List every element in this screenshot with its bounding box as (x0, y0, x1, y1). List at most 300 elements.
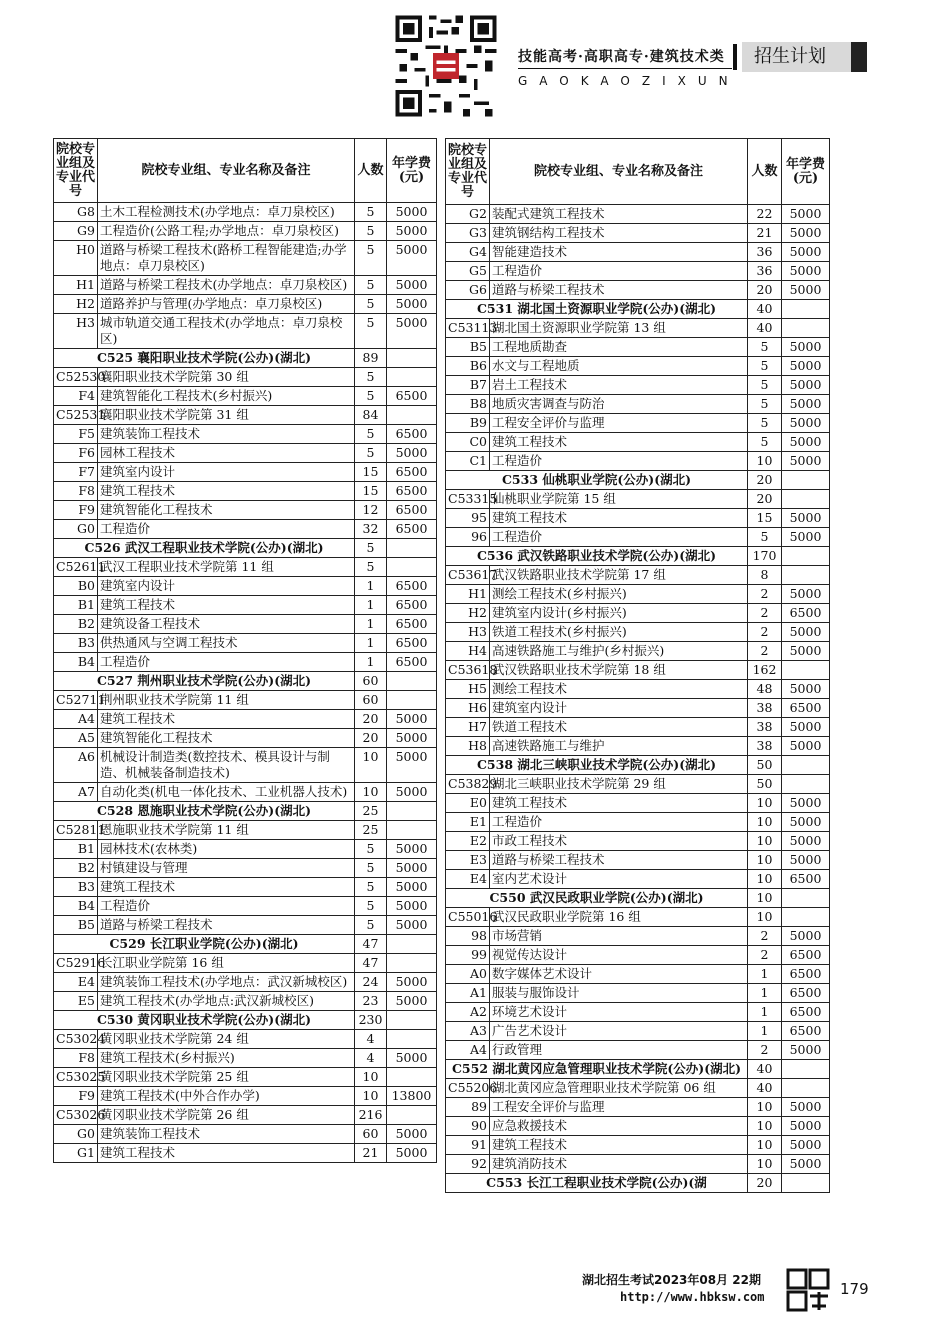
enrollment-count: 5 (355, 222, 387, 241)
major-name: 市场营销 (490, 927, 748, 946)
major-row (54, 710, 437, 729)
major-code: F8 (54, 1049, 98, 1068)
annual-fee: 5000 (782, 224, 830, 243)
enrollment-count: 5 (748, 338, 782, 357)
enrollment-count: 5 (355, 276, 387, 295)
major-name: 道路与桥梁工程技术 (98, 916, 355, 935)
major-code: H3 (54, 314, 98, 349)
major-name: 行政管理 (490, 1041, 748, 1060)
annual-fee (387, 406, 437, 425)
major-row (446, 984, 830, 1003)
school-row (446, 1060, 830, 1079)
enrollment-count: 10 (355, 1087, 387, 1106)
major-name: 建筑室内设计(乡村振兴) (490, 604, 748, 623)
header-fee: 年学费(元) (387, 139, 437, 203)
major-code: A7 (54, 783, 98, 802)
major-name: 建筑智能化工程技术 (98, 729, 355, 748)
major-name: 铁道工程技术(乡村振兴) (490, 623, 748, 642)
major-code: G8 (54, 203, 98, 222)
enrollment-count: 12 (355, 501, 387, 520)
enrollment-count: 20 (748, 1174, 782, 1193)
annual-fee: 5000 (782, 357, 830, 376)
enrollment-count: 84 (355, 406, 387, 425)
enrollment-count: 170 (748, 547, 782, 566)
annual-fee: 5000 (387, 276, 437, 295)
group-row (54, 954, 437, 973)
major-code: F9 (54, 1087, 98, 1106)
annual-fee: 6500 (782, 984, 830, 1003)
major-name: 村镇建设与管理 (98, 859, 355, 878)
enrollment-count: 5 (748, 414, 782, 433)
major-code: 98 (446, 927, 490, 946)
major-code: C0 (446, 433, 490, 452)
annual-fee: 5000 (387, 916, 437, 935)
enrollment-count: 20 (748, 471, 782, 490)
major-name: 地质灾害调查与防治 (490, 395, 748, 414)
enrollment-count: 36 (748, 262, 782, 281)
major-row (54, 1087, 437, 1106)
major-name: 建筑消防技术 (490, 1155, 748, 1174)
major-name: 道路养护与管理(办学地点：卓刀泉校区) (98, 295, 355, 314)
group-row (54, 406, 437, 425)
major-name: 广告艺术设计 (490, 1022, 748, 1041)
annual-fee: 5000 (387, 1049, 437, 1068)
enrollment-count: 10 (355, 1068, 387, 1087)
major-name: 建筑室内设计 (98, 463, 355, 482)
school-name: C533 仙桃职业学院(公办)(湖北) (446, 471, 748, 490)
major-code: B4 (54, 897, 98, 916)
major-row (446, 262, 830, 281)
major-row (446, 623, 830, 642)
major-name: 机械设计制造类(数控技术、模具设计与制造、机械装备制造技术) (98, 748, 355, 783)
major-name: 环境艺术设计 (490, 1003, 748, 1022)
annual-fee: 5000 (387, 444, 437, 463)
annual-fee: 5000 (387, 878, 437, 897)
major-name: 道路与桥梁工程技术 (490, 281, 748, 300)
major-row (54, 463, 437, 482)
group-name: 恩施职业技术学院第 11 组 (98, 821, 355, 840)
major-code: H8 (446, 737, 490, 756)
enrollment-count: 32 (355, 520, 387, 539)
major-name: 装配式建筑工程技术 (490, 205, 748, 224)
major-row (446, 946, 830, 965)
major-name: 工程造价 (98, 653, 355, 672)
annual-fee: 5000 (782, 205, 830, 224)
major-code: H1 (54, 276, 98, 295)
major-name: 建筑设备工程技术 (98, 615, 355, 634)
school-row (446, 889, 830, 908)
major-code: A4 (54, 710, 98, 729)
group-code: C53025 (54, 1068, 98, 1087)
school-row (54, 802, 437, 821)
enrollment-count: 5 (355, 387, 387, 406)
school-name: C550 武汉民政职业学院(公办)(湖北) (446, 889, 748, 908)
group-name: 荆州职业技术学院第 11 组 (98, 691, 355, 710)
major-row (54, 916, 437, 935)
major-row (446, 1098, 830, 1117)
annual-fee (387, 1030, 437, 1049)
enrollment-count: 10 (748, 452, 782, 471)
major-code: G2 (446, 205, 490, 224)
major-row (446, 585, 830, 604)
major-code: 89 (446, 1098, 490, 1117)
group-code: C53618 (446, 661, 490, 680)
school-name: C536 武汉铁路职业技术学院(公办)(湖北) (446, 547, 748, 566)
major-code: F6 (54, 444, 98, 463)
enrollment-count: 5 (355, 203, 387, 222)
major-name: 建筑装饰工程技术 (98, 425, 355, 444)
annual-fee: 6500 (387, 653, 437, 672)
school-row (446, 547, 830, 566)
major-code: A5 (54, 729, 98, 748)
group-name: 襄阳职业技术学院第 30 组 (98, 368, 355, 387)
major-name: 应急救援技术 (490, 1117, 748, 1136)
major-name: 建筑钢结构工程技术 (490, 224, 748, 243)
major-name: 工程造价 (98, 897, 355, 916)
major-row (54, 615, 437, 634)
enrollment-count: 50 (748, 756, 782, 775)
major-row (446, 604, 830, 623)
group-row (446, 775, 830, 794)
major-row (446, 1041, 830, 1060)
enrollment-count: 162 (748, 661, 782, 680)
group-code: C53617 (446, 566, 490, 585)
major-name: 数字媒体艺术设计 (490, 965, 748, 984)
annual-fee: 5000 (782, 737, 830, 756)
major-code: C1 (446, 452, 490, 471)
group-row (446, 319, 830, 338)
group-name: 湖北黄冈应急管理职业技术学院第 06 组 (490, 1079, 748, 1098)
annual-fee: 6500 (782, 604, 830, 623)
major-row (446, 243, 830, 262)
enrollment-count: 20 (748, 490, 782, 509)
major-code: 95 (446, 509, 490, 528)
major-name: 建筑室内设计 (490, 699, 748, 718)
major-code: H2 (446, 604, 490, 623)
major-code: A0 (446, 965, 490, 984)
major-name: 道路与桥梁工程技术(办学地点：卓刀泉校区) (98, 276, 355, 295)
annual-fee: 5000 (782, 281, 830, 300)
group-name: 武汉铁路职业技术学院第 18 组 (490, 661, 748, 680)
annual-fee (782, 661, 830, 680)
group-name: 武汉民政职业学院第 16 组 (490, 908, 748, 927)
group-name: 黄冈职业技术学院第 26 组 (98, 1106, 355, 1125)
major-code: F9 (54, 501, 98, 520)
annual-fee (387, 821, 437, 840)
enrollment-count: 5 (748, 357, 782, 376)
group-code: C52711 (54, 691, 98, 710)
school-name: C538 湖北三峡职业技术学院(公办)(湖北) (446, 756, 748, 775)
enrollment-count: 1 (355, 596, 387, 615)
annual-fee (387, 935, 437, 954)
enrollment-count: 10 (748, 908, 782, 927)
annual-fee: 6500 (387, 615, 437, 634)
annual-fee: 5000 (782, 927, 830, 946)
annual-fee: 6500 (387, 634, 437, 653)
school-row (54, 349, 437, 368)
major-name: 建筑工程技术 (490, 509, 748, 528)
annual-fee: 5000 (782, 642, 830, 661)
enrollment-count: 216 (355, 1106, 387, 1125)
major-row (54, 314, 437, 349)
major-name: 建筑工程技术 (98, 710, 355, 729)
group-row (54, 1068, 437, 1087)
annual-fee: 6500 (387, 387, 437, 406)
enrollment-count: 10 (748, 870, 782, 889)
major-row (446, 1022, 830, 1041)
major-name: 智能建造技术 (490, 243, 748, 262)
major-code: B2 (54, 615, 98, 634)
major-code: E3 (446, 851, 490, 870)
enrollment-count: 2 (748, 585, 782, 604)
major-name: 工程造价 (490, 452, 748, 471)
major-code: G1 (54, 1144, 98, 1163)
enrollment-count: 60 (355, 1125, 387, 1144)
major-row (446, 813, 830, 832)
major-row (54, 653, 437, 672)
annual-fee: 6500 (782, 1022, 830, 1041)
enrollment-count: 5 (355, 295, 387, 314)
enrollment-count: 5 (748, 433, 782, 452)
enrollment-count: 10 (748, 813, 782, 832)
major-code: B1 (54, 840, 98, 859)
group-name: 湖北国土资源职业学院第 13 组 (490, 319, 748, 338)
annual-fee: 13800 (387, 1087, 437, 1106)
major-row (54, 501, 437, 520)
major-row (446, 1117, 830, 1136)
annual-fee (782, 471, 830, 490)
major-code: B5 (446, 338, 490, 357)
enrollment-count: 230 (355, 1011, 387, 1030)
major-name: 建筑装饰工程技术 (98, 1125, 355, 1144)
enrollment-count: 5 (355, 368, 387, 387)
school-name: C530 黄冈职业技术学院(公办)(湖北) (54, 1011, 355, 1030)
enrollment-count: 21 (355, 1144, 387, 1163)
enrollment-count: 5 (748, 395, 782, 414)
major-row (446, 357, 830, 376)
major-row (446, 528, 830, 547)
enrollment-count: 5 (355, 539, 387, 558)
major-code: A3 (446, 1022, 490, 1041)
enrollment-count: 25 (355, 802, 387, 821)
group-row (446, 566, 830, 585)
major-row (446, 794, 830, 813)
annual-fee: 5000 (387, 897, 437, 916)
annual-fee: 5000 (782, 832, 830, 851)
enrollment-count: 5 (355, 840, 387, 859)
major-row (446, 376, 830, 395)
major-row (446, 642, 830, 661)
annual-fee: 5000 (782, 509, 830, 528)
annual-fee: 5000 (387, 840, 437, 859)
major-name: 工程造价 (490, 813, 748, 832)
annual-fee (782, 775, 830, 794)
major-code: A2 (446, 1003, 490, 1022)
annual-fee: 5000 (387, 295, 437, 314)
major-row (446, 205, 830, 224)
annual-fee: 6500 (387, 463, 437, 482)
school-row (446, 756, 830, 775)
enrollment-count: 2 (748, 927, 782, 946)
group-row (54, 1106, 437, 1125)
enrollment-count: 1 (748, 1022, 782, 1041)
enrollment-count: 40 (748, 319, 782, 338)
major-name: 工程造价 (98, 520, 355, 539)
major-code: G6 (446, 281, 490, 300)
major-row (446, 699, 830, 718)
enrollment-count: 24 (355, 973, 387, 992)
major-row (54, 878, 437, 897)
annual-fee: 5000 (782, 376, 830, 395)
major-row (54, 577, 437, 596)
annual-fee: 5000 (782, 680, 830, 699)
school-name: C529 长江职业学院(公办)(湖北) (54, 935, 355, 954)
enrollment-count: 21 (748, 224, 782, 243)
enrollment-count: 5 (355, 241, 387, 276)
header-count: 人数 (355, 139, 387, 203)
enrollment-count: 38 (748, 737, 782, 756)
major-row (446, 851, 830, 870)
group-code: C52611 (54, 558, 98, 577)
major-code: E0 (446, 794, 490, 813)
major-name: 高速铁路施工与维护 (490, 737, 748, 756)
group-row (54, 691, 437, 710)
annual-fee (387, 691, 437, 710)
major-row (54, 1049, 437, 1068)
annual-fee (782, 547, 830, 566)
major-row (54, 276, 437, 295)
major-code: H2 (54, 295, 98, 314)
major-code: 90 (446, 1117, 490, 1136)
major-code: A4 (446, 1041, 490, 1060)
major-name: 城市轨道交通工程技术(办学地点：卓刀泉校区) (98, 314, 355, 349)
enrollment-count: 2 (748, 642, 782, 661)
major-code: E4 (54, 973, 98, 992)
enrollment-count: 5 (355, 314, 387, 349)
major-code: E5 (54, 992, 98, 1011)
enrollment-count: 20 (355, 710, 387, 729)
group-code: C52531 (54, 406, 98, 425)
annual-fee: 5000 (782, 1155, 830, 1174)
annual-fee: 5000 (782, 813, 830, 832)
enrollment-count: 5 (748, 376, 782, 395)
annual-fee (387, 558, 437, 577)
group-name: 武汉工程职业技术学院第 11 组 (98, 558, 355, 577)
major-name: 室内艺术设计 (490, 870, 748, 889)
school-name: C525 襄阳职业技术学院(公办)(湖北) (54, 349, 355, 368)
annual-fee: 5000 (782, 718, 830, 737)
enrollment-count: 47 (355, 935, 387, 954)
journal-logo (784, 1266, 832, 1314)
annual-fee: 5000 (782, 414, 830, 433)
major-name: 建筑工程技术 (490, 794, 748, 813)
major-code: H6 (446, 699, 490, 718)
major-code: B9 (446, 414, 490, 433)
header-subtitle: GAOKAOZIXUN (518, 74, 740, 88)
major-code: G0 (54, 1125, 98, 1144)
enrollment-count: 10 (748, 1117, 782, 1136)
group-name: 长江职业学院第 16 组 (98, 954, 355, 973)
major-row (54, 222, 437, 241)
enrollment-count: 1 (748, 965, 782, 984)
major-code: H5 (446, 680, 490, 699)
enrollment-count: 5 (355, 897, 387, 916)
group-name: 黄冈职业技术学院第 24 组 (98, 1030, 355, 1049)
annual-fee: 5000 (782, 338, 830, 357)
annual-fee: 5000 (782, 1117, 830, 1136)
annual-fee (387, 368, 437, 387)
header-name: 院校专业组、专业名称及备注 (490, 139, 748, 205)
major-code: B8 (446, 395, 490, 414)
group-code: C53113 (446, 319, 490, 338)
school-name: C527 荆州职业技术学院(公办)(湖北) (54, 672, 355, 691)
annual-fee: 5000 (782, 585, 830, 604)
page-number: 179 (840, 1280, 869, 1298)
annual-fee: 5000 (387, 314, 437, 349)
major-name: 建筑工程技术(乡村振兴) (98, 1049, 355, 1068)
major-row (446, 509, 830, 528)
website-url: http://www.hbksw.com (620, 1290, 765, 1304)
major-row (54, 1144, 437, 1163)
annual-fee (387, 349, 437, 368)
group-code: C53024 (54, 1030, 98, 1049)
group-row (446, 1079, 830, 1098)
major-code: B6 (446, 357, 490, 376)
major-code: B3 (54, 878, 98, 897)
major-name: 工程造价(公路工程;办学地点：卓刀泉校区) (98, 222, 355, 241)
enrollment-count: 1 (355, 653, 387, 672)
major-row (54, 203, 437, 222)
enrollment-count: 4 (355, 1030, 387, 1049)
enrollment-count: 5 (355, 859, 387, 878)
annual-fee (387, 539, 437, 558)
journal-issue: 湖北招生考试2023年08月 22期 (582, 1273, 761, 1287)
annual-fee: 5000 (387, 1125, 437, 1144)
enrollment-table-left (53, 138, 437, 1163)
major-row (54, 634, 437, 653)
school-name: C531 湖北国土资源职业学院(公办)(湖北) (446, 300, 748, 319)
enrollment-count: 5 (748, 528, 782, 547)
major-row (446, 452, 830, 471)
enrollment-count: 2 (748, 623, 782, 642)
enrollment-count: 10 (748, 889, 782, 908)
annual-fee: 5000 (387, 241, 437, 276)
annual-fee: 5000 (782, 1041, 830, 1060)
major-code: B0 (54, 577, 98, 596)
group-name: 仙桃职业学院第 15 组 (490, 490, 748, 509)
group-code: C52811 (54, 821, 98, 840)
school-name: C526 武汉工程职业技术学院(公办)(湖北) (54, 539, 355, 558)
major-name: 工程造价 (490, 262, 748, 281)
school-name: C528 恩施职业技术学院(公办)(湖北) (54, 802, 355, 821)
major-row (446, 1136, 830, 1155)
school-row (54, 672, 437, 691)
major-row (446, 737, 830, 756)
annual-fee: 5000 (782, 395, 830, 414)
major-row (54, 897, 437, 916)
major-code: B1 (54, 596, 98, 615)
group-row (446, 490, 830, 509)
major-name: 视觉传达设计 (490, 946, 748, 965)
annual-fee (387, 1068, 437, 1087)
major-code: G4 (446, 243, 490, 262)
annual-fee: 6500 (782, 870, 830, 889)
enrollment-count: 10 (748, 1098, 782, 1117)
enrollment-count: 89 (355, 349, 387, 368)
major-name: 工程造价 (490, 528, 748, 547)
major-name: 供热通风与空调工程技术 (98, 634, 355, 653)
major-row (54, 729, 437, 748)
